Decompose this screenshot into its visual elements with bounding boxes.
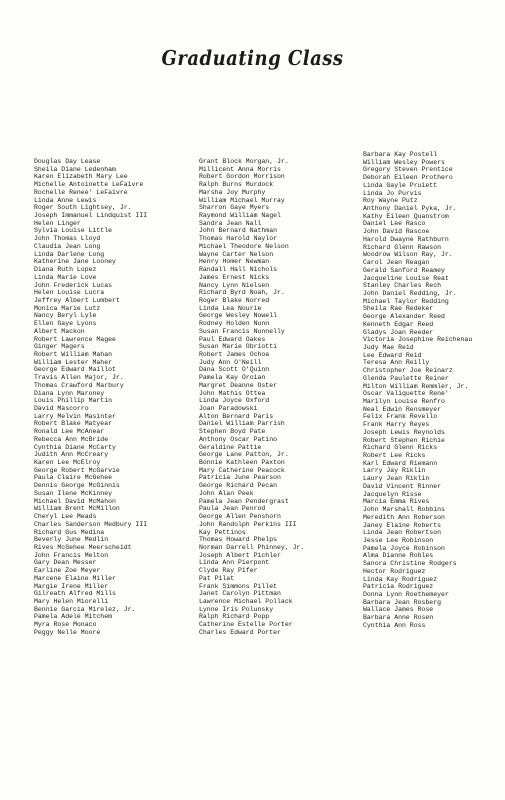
graduate-name: Felix Frank Revello	[363, 413, 438, 421]
graduate-name: Anthony Daniel Pyka, Jr.	[363, 205, 457, 213]
graduate-name: James Ernest Nicks	[199, 273, 270, 281]
graduate-name: William Wesley Powers	[363, 158, 445, 166]
graduate-name: Thomas Howard Phelps	[199, 536, 278, 544]
graduate-name: Nancy Lynn Nielsen	[199, 281, 270, 289]
graduate-name: Clyde Ray Pifer	[199, 567, 258, 575]
graduate-name: Carol Jean Reagan	[363, 259, 430, 267]
graduate-name: Rochelle Renee' LeFaivre	[34, 188, 128, 196]
graduate-name: Oscar Valiquette Rene'	[363, 390, 449, 398]
graduate-name: Neal Edwin Rensmeyer	[363, 405, 442, 413]
graduate-name: Linda Jean Robertson	[363, 529, 442, 537]
graduate-name: Travis Allen Major, Jr.	[34, 374, 124, 382]
graduate-name: Sylvia Louise Little	[34, 227, 113, 235]
graduate-name: Margret Deanne Oster	[199, 381, 278, 389]
graduate-name: Deborah Eileen Prothero	[363, 174, 453, 182]
graduate-name: Woodrow Wilson Ray, Jr.	[363, 251, 453, 259]
graduate-name: Pamela Kay Oroian	[199, 374, 266, 382]
graduate-name: Judith Ann McCreary	[34, 451, 109, 459]
graduate-name: Marcene Elaine Miller	[34, 574, 116, 582]
graduate-name: Thomas Crawford Marbury	[34, 381, 124, 389]
graduate-name: Nancy Beryl Lyle	[34, 312, 97, 320]
graduate-name: George Edward Maillot	[34, 366, 116, 374]
graduate-name: Joseph Immanuel Lindquist III	[34, 212, 148, 220]
graduate-name: Richard Glenn Ricks	[363, 444, 438, 452]
graduate-name: Bonnie Kathleen Paxton	[199, 459, 285, 467]
graduate-name: Ginger Magers	[34, 343, 85, 351]
graduate-name: George Richard Pecan	[199, 482, 278, 490]
graduate-name: Robert Blake Matyear	[34, 420, 113, 428]
graduate-name: Joseph Lewis Reynolds	[363, 428, 445, 436]
graduate-name: Rives McGehee Meerscheidt	[34, 543, 132, 551]
graduate-name: William Michael Murray	[199, 196, 285, 204]
graduate-name: Kathy Eileen Quanstrom	[363, 212, 449, 220]
graduate-name: George Allen Penshorn	[199, 513, 281, 521]
graduate-name: Karen Lee McElroy	[34, 459, 101, 467]
graduate-name: Judy Mae Reid	[363, 343, 414, 351]
graduate-name: Susan Ilene McKinney	[34, 489, 113, 497]
graduate-name: Daniel Lee Rasco	[363, 220, 426, 228]
graduate-name: Randall Hall Nichols	[199, 266, 278, 274]
graduate-name: Paula Claire McGehee	[34, 474, 113, 482]
graduate-name: Kenneth Edgar Reed	[363, 320, 434, 328]
graduate-name: Richard Gus Medina	[34, 528, 105, 536]
graduate-name: Linda Darlene Long	[34, 250, 105, 258]
graduate-name: Lynne Iris Polunsky	[199, 605, 274, 613]
graduate-name: Pamela Adele Mitchem	[34, 613, 113, 621]
graduate-name: Roy Wayne Putz	[363, 197, 418, 205]
graduate-name: William Brent McMillon	[34, 505, 120, 513]
graduate-name: Henry Homer Newman	[199, 258, 270, 266]
graduate-name: Sheila Rae Redeker	[363, 305, 434, 313]
graduate-name: Robert James Ochoa	[199, 350, 270, 358]
graduate-name: Claudia Jean Long	[34, 242, 101, 250]
graduate-name: Jacqueline Louise Reat	[363, 274, 449, 282]
graduate-name: Jacquelyn Risse	[363, 490, 422, 498]
graduate-name: Jeffrey Albert Lumbert	[34, 296, 120, 304]
graduate-name: Milton William Remmler, Jr.	[363, 382, 469, 390]
graduate-name: Richard Byrd Noah, Jr.	[199, 289, 285, 297]
name-column-3	[363, 151, 505, 630]
graduate-name: Charles Sanderson Medbury III	[34, 520, 148, 528]
graduate-name: Frank Simmons Pillet	[199, 582, 278, 590]
graduate-name: Stephen Boyd Pate	[199, 428, 266, 436]
graduate-name: Gary Dean Messer	[34, 559, 97, 567]
graduate-name: Ellen Gaye Lyons	[34, 320, 97, 328]
graduate-name: Michael David McMahon	[34, 497, 116, 505]
graduate-name: George Robert McGarvie	[34, 466, 120, 474]
graduate-name: Linda Anne Lewis	[34, 196, 97, 204]
graduate-name: Marcia Emma Rives	[363, 498, 430, 506]
graduate-name: Sharron Gaye Myers	[199, 204, 270, 212]
graduate-name: Sandra Jean Nall	[199, 219, 262, 227]
graduate-name: Raymond William Nagel	[199, 212, 281, 220]
graduate-name: Michael Theodore Nelson	[199, 242, 289, 250]
graduate-name: Ronald Lee McAnear	[34, 428, 105, 436]
graduate-name: Marsha Joy Murphy	[199, 188, 266, 196]
graduate-name: George Wesley Nowell	[199, 312, 278, 320]
graduate-name: Stanley Charles Rech	[363, 282, 442, 290]
graduate-name: Cynthia Ann Ross	[363, 621, 426, 629]
graduate-name: Glenda Paulette Reiner	[363, 374, 449, 382]
graduate-name: Alton Bernard Paris	[199, 412, 274, 420]
graduate-name: Sheila Diane Ledenham	[34, 165, 116, 173]
graduate-name: John Bernard Nathman	[199, 227, 278, 235]
graduate-name: Patricia Rodriguez	[363, 583, 434, 591]
graduate-name: Robert Lawrence Magee	[34, 335, 116, 343]
graduate-name: Monica Marie Lutz	[34, 304, 101, 312]
graduate-name: Margie Irene Miller	[34, 582, 109, 590]
graduate-name: Pamela Joyce Robinson	[363, 544, 445, 552]
graduate-name: Linda Joyce Oxford	[199, 397, 270, 405]
graduate-name: Geraldine Pattie	[199, 443, 262, 451]
graduate-name: George Alexander Reed	[363, 313, 445, 321]
graduate-name: Linda Kay Rodriguez	[363, 575, 438, 583]
graduate-name: Sanora Christine Rodgers	[363, 560, 457, 568]
graduate-name: Roger Blake Norred	[199, 296, 270, 304]
graduate-name: Hector Rodriguez	[363, 567, 426, 575]
graduate-name: William Lester Maher	[34, 358, 113, 366]
graduate-name: Meredith Ann Roberson	[363, 513, 445, 521]
graduate-name: Earline Zoe Meyer	[34, 567, 101, 575]
graduate-name: Teresa Ann Reilly	[363, 359, 430, 367]
graduate-name: Barbara Kay Postell	[363, 151, 438, 158]
graduate-name: Jesse Lee Robinson	[363, 536, 434, 544]
graduate-name: Anthony Oscar Patino	[199, 435, 278, 443]
graduate-name: Susan Marie Obriotti	[199, 343, 278, 351]
graduate-name: Millicent Anna Morris	[199, 165, 281, 173]
graduate-name: Paul Edward Oakes	[199, 335, 266, 343]
graduate-name: Katherine Jane Looney	[34, 258, 116, 266]
graduate-name: Judy Ann O'Neill	[199, 358, 262, 366]
graduate-name: David Mascorro	[34, 405, 89, 412]
graduate-name: Louis Phillip Martin	[34, 397, 113, 405]
graduate-name: Richard Glenn Rawson	[363, 243, 442, 251]
graduate-name: Wallace James Rose	[363, 606, 434, 614]
graduate-name: Karen Elizabeth Mary Lee	[34, 173, 128, 181]
graduate-name: Dennis George McGinnis	[34, 482, 120, 490]
graduate-name: Barbara Jean Rosberg	[363, 598, 442, 606]
graduate-name: Linda Ann Pierpont	[199, 559, 270, 567]
graduate-name: Norman Darrell Phinney, Jr.	[199, 543, 305, 551]
graduate-name: Linda Lea Nourie	[199, 304, 262, 312]
graduate-name: Janet Carolyn Pittman	[199, 590, 281, 598]
graduate-name: Robert Gordon Morrison	[199, 173, 285, 181]
graduate-name: Linda Marie Love	[34, 273, 97, 281]
graduate-name: Gerald Sanford Reamey	[363, 266, 445, 274]
graduate-name: Dana Scott O'Quinn	[199, 366, 270, 374]
graduate-name: Alma Dianne Robles	[363, 552, 434, 560]
graduate-name: Robert Stephen Richie	[363, 436, 445, 444]
graduate-name: Victoria Josephine Reichenau	[363, 336, 473, 344]
graduate-name: Pat Pilat	[199, 574, 235, 582]
graduate-name: Ralph Richard Popp	[199, 613, 270, 621]
graduate-name: David Vincent Rinner	[363, 482, 442, 490]
graduate-name: Bennie Garcia Mirelez, Jr.	[34, 605, 136, 613]
graduate-name: Lee Edward Reid	[363, 351, 422, 359]
graduate-name: Grant Block Morgan, Jr.	[199, 158, 289, 165]
graduate-name: Rodney Holden Nunn	[199, 320, 270, 328]
graduate-name: Joan Paradowski	[199, 405, 258, 412]
graduate-name: Daniel William Parrish	[199, 420, 285, 428]
graduate-name: Thomas Harold Naylor	[199, 235, 278, 243]
graduate-name: Frank Harry Reyes	[363, 421, 430, 429]
graduate-name: Ralph Burns Murdock	[199, 181, 274, 189]
graduate-name: Douglas Day Lease	[34, 158, 101, 165]
graduate-name: Larry Jay Riklin	[363, 467, 426, 475]
name-column-1	[34, 158, 194, 637]
graduate-name: Barbara Anne Rosen	[363, 614, 434, 622]
graduate-name: Albert Mackon	[34, 327, 85, 335]
graduate-name: Mary Helen Miorelli	[34, 597, 109, 605]
graduate-name: Mary Catherine Peacock	[199, 466, 285, 474]
graduate-name: Karl Edward Riemann	[363, 459, 438, 467]
graduate-name: Cynthia Diane McCarty	[34, 443, 116, 451]
graduate-name: Catherine Estelle Porter	[199, 621, 293, 629]
graduate-name: Paula Jean Penrod	[199, 505, 266, 513]
graduate-name: Beverly June Medlin	[34, 536, 109, 544]
graduate-name: Myra Rose Monaco	[34, 621, 97, 629]
graduate-name: Charles Edward Porter	[199, 628, 281, 636]
graduate-name: Diana Lynn Maroney	[34, 389, 105, 397]
graduate-name: John Frederick Lucas	[34, 281, 113, 289]
graduate-name: Gregory Steven Prentice	[363, 166, 453, 174]
graduate-name: Michelle Antoinette LeFaivre	[34, 181, 144, 189]
graduate-name: Larry Melvin Masinter	[34, 412, 116, 420]
graduate-name: Peggy Nelle Moore	[34, 628, 101, 636]
graduate-name: George Lane Patton, Jr.	[199, 451, 289, 459]
graduate-name: Janey Elaine Roberts	[363, 521, 442, 529]
graduate-name: Patricia June Pearson	[199, 474, 281, 482]
graduate-name: Christopher Joe Reinarz	[363, 367, 453, 375]
graduate-name: Laury Jean Riklin	[363, 475, 430, 483]
graduate-name: Kay Pettinos	[199, 528, 246, 536]
graduate-name: John Alan Peek	[199, 489, 254, 497]
graduate-name: Linda Gayle Pruiett	[363, 181, 438, 189]
graduate-name: John David Rascoe	[363, 228, 430, 236]
graduate-name: Donna Lynn Roethemeyer	[363, 590, 449, 598]
graduate-name: Linda Jo Purvis	[363, 189, 422, 197]
graduate-name: Susan Francis Nunnelly	[199, 327, 285, 335]
graduate-name: John Daniel Redding, Jr.	[363, 289, 457, 297]
graduate-name: John Mathis Ottea	[199, 389, 266, 397]
graduate-name: Diana Ruth Lopez	[34, 266, 97, 274]
graduate-name: Robert William Mahan	[34, 350, 113, 358]
graduate-name: John Randolph Perkins III	[199, 520, 297, 528]
graduate-name: John Thomas Lloyd	[34, 235, 101, 243]
graduate-name: Michael Taylor Redding	[363, 297, 449, 305]
graduate-name: John Francis Melton	[34, 551, 109, 559]
graduate-name: Rebecca Ann McBride	[34, 435, 109, 443]
graduate-name: Gladys Joan Reeder	[363, 328, 434, 336]
graduate-name: Roger South Lightsey, Jr.	[34, 204, 132, 212]
graduate-name: Harold Dwayne Rathburn	[363, 235, 449, 243]
graduate-name: Lawrence Michael Pollack	[199, 597, 293, 605]
graduate-name: Robert Lee Ricks	[363, 452, 426, 460]
page-title: Graduating Class	[161, 46, 344, 71]
graduate-name: Helen Linger	[34, 219, 81, 227]
graduate-name: John Marshall Robbins	[363, 506, 445, 514]
graduate-name: Wayne Carter Nelson	[199, 250, 274, 258]
graduate-name: Helen Louise Lucra	[34, 289, 105, 297]
graduate-name: Gilreath Alfred Mills	[34, 590, 116, 598]
graduate-name: Marilyn Louise Renfro	[363, 398, 445, 405]
name-column-2	[199, 158, 359, 637]
graduate-name: Cheryl Lee Meads	[34, 513, 97, 521]
graduate-name: Joseph Albert Pichler	[199, 551, 281, 559]
graduate-name: Pamela Jean Pendergrast	[199, 497, 289, 505]
